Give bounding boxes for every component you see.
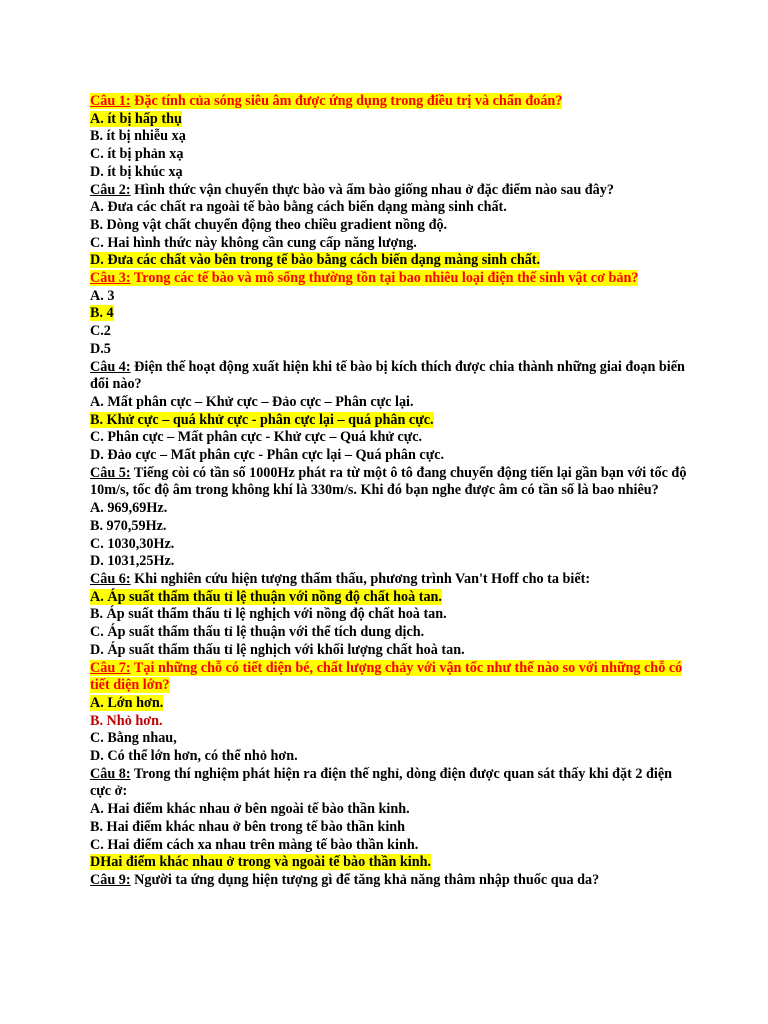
option: B. Dòng vật chất chuyển động theo chiều gradient nồng độ. [90,216,448,233]
question-text: Đặc tính của sóng siêu âm được ứng dụng trong điều trị và chẩn đoán? [130,93,563,109]
question-1 [90,93,690,111]
option: C. Hai điểm cách xa nhau trên màng tế bào thần kinh. [90,836,419,853]
option: D. Áp suất thẩm thấu tỉ lệ nghịch với khối lượng chất hoà tan. [90,641,465,658]
question-text: Trong thí nghiệm phát hiện ra điện thế nghỉ, dòng điện được quan sát thấy khi đặt 2 điện cực ở: [90,765,673,800]
option: C. Bằng nhau, [90,730,177,747]
question-text: Khi nghiên cứu hiện tượng thẩm thấu, phương trình Van't Hoff cho ta biết: [130,570,591,587]
question-label: Câu 9: [90,871,131,888]
question-label: Câu 5: [90,464,131,481]
question-2 [90,182,690,200]
question-label: Câu 7: [90,659,131,676]
question-label: Câu 1: [90,93,131,109]
question-5 [90,465,690,500]
question-text: Điện thế hoạt động xuất hiện khi tế bào bị kích thích được chia thành những giai đoạn biến đổi nào? [90,358,685,393]
option: C. ít bị phản xạ [90,146,184,163]
question-6 [90,571,690,589]
question-9 [90,872,690,890]
question-text: Trong các tế bào và mô sống thường tồn tại bao nhiêu loại điện thế sinh vật cơ bản? [130,270,639,287]
question-text: Người ta ứng dụng hiện tượng gì để tăng khả năng thâm nhập thuốc qua da? [130,871,600,888]
option: C. Phân cực – Mất phân cực - Khử cực – Quá khử cực. [90,429,423,446]
question-text: Tiếng còi có tần số 1000Hz phát ra từ một ô tô đang chuyển động tiến lại gần bạn với tốc độ 10m/s, tốc độ âm trong không khí là 330m/s. Khi đó bạn nghe được âm có tần số là bao nhiêu? [90,464,687,499]
option: A. Áp suất thẩm thấu tỉ lệ thuận với nồng độ chất hoà tan. [90,588,442,605]
option: B. 970,59Hz. [90,517,167,534]
question-7 [90,660,690,695]
option: A. Đưa các chất ra ngoài tế bào bằng cách biến dạng màng sinh chất. [90,199,507,216]
option: D.5 [90,340,111,357]
option: D. Đảo cực – Mất phân cực - Phân cực lại – Quá phân cực. [90,447,445,464]
question-text: Hình thức vận chuyển thực bào và ẩm bào giống nhau ở đặc điểm nào sau đây? [130,181,614,198]
question-8 [90,766,690,801]
option: B. Áp suất thẩm thấu tỉ lệ nghịch với nồng độ chất hoà tan. [90,606,447,623]
option: A. Mất phân cực – Khử cực – Đảo cực – Phân cực lại. [90,393,414,410]
option: C. 1030,30Hz. [90,535,175,552]
option: A. ít bị hấp thụ [90,110,182,127]
option: A. Lớn hơn. [90,694,164,711]
question-label: Câu 8: [90,765,131,782]
option: C. Hai hình thức này không cần cung cấp năng lượng. [90,234,417,251]
option: D. Có thể lớn hơn, có thể nhỏ hơn. [90,748,298,765]
option: A. 3 [90,287,115,304]
question-label: Câu 3: [90,270,131,287]
option: A. 969,69Hz. [90,500,168,517]
question-3 [90,270,690,288]
option: B. Hai điểm khác nhau ở bên trong tế bào thần kinh [90,818,406,835]
question-label: Câu 4: [90,358,131,375]
option: D. Đưa các chất vào bên trong tế bào bằng cách biến dạng màng sinh chất. [90,252,541,269]
option: C.2 [90,323,111,340]
option: C. Áp suất thẩm thấu tỉ lệ thuận với thể tích dung dịch. [90,624,425,641]
question-label: Câu 2: [90,181,131,198]
option: B. 4 [90,305,114,322]
question-label: Câu 6: [90,570,131,587]
option: B. Nhỏ hơn. [90,712,163,729]
option: DHai điểm khác nhau ở trong và ngoài tế bào thần kinh. [90,854,432,871]
option: A. Hai điểm khác nhau ở bên ngoài tế bào thần kinh. [90,801,410,818]
option: B. Khử cực – quá khử cực - phân cực lại – quá phân cực. [90,411,434,428]
option: D. ít bị khúc xạ [90,163,183,180]
document-page [90,93,690,890]
question-text: Tại những chỗ có tiết diện bé, chất lượng chảy với vận tốc như thế nào so với những chỗ có tiết diện lớn? [90,659,683,694]
option: B. ít bị nhiễu xạ [90,128,186,145]
option: D. 1031,25Hz. [90,553,175,570]
question-4 [90,359,690,394]
